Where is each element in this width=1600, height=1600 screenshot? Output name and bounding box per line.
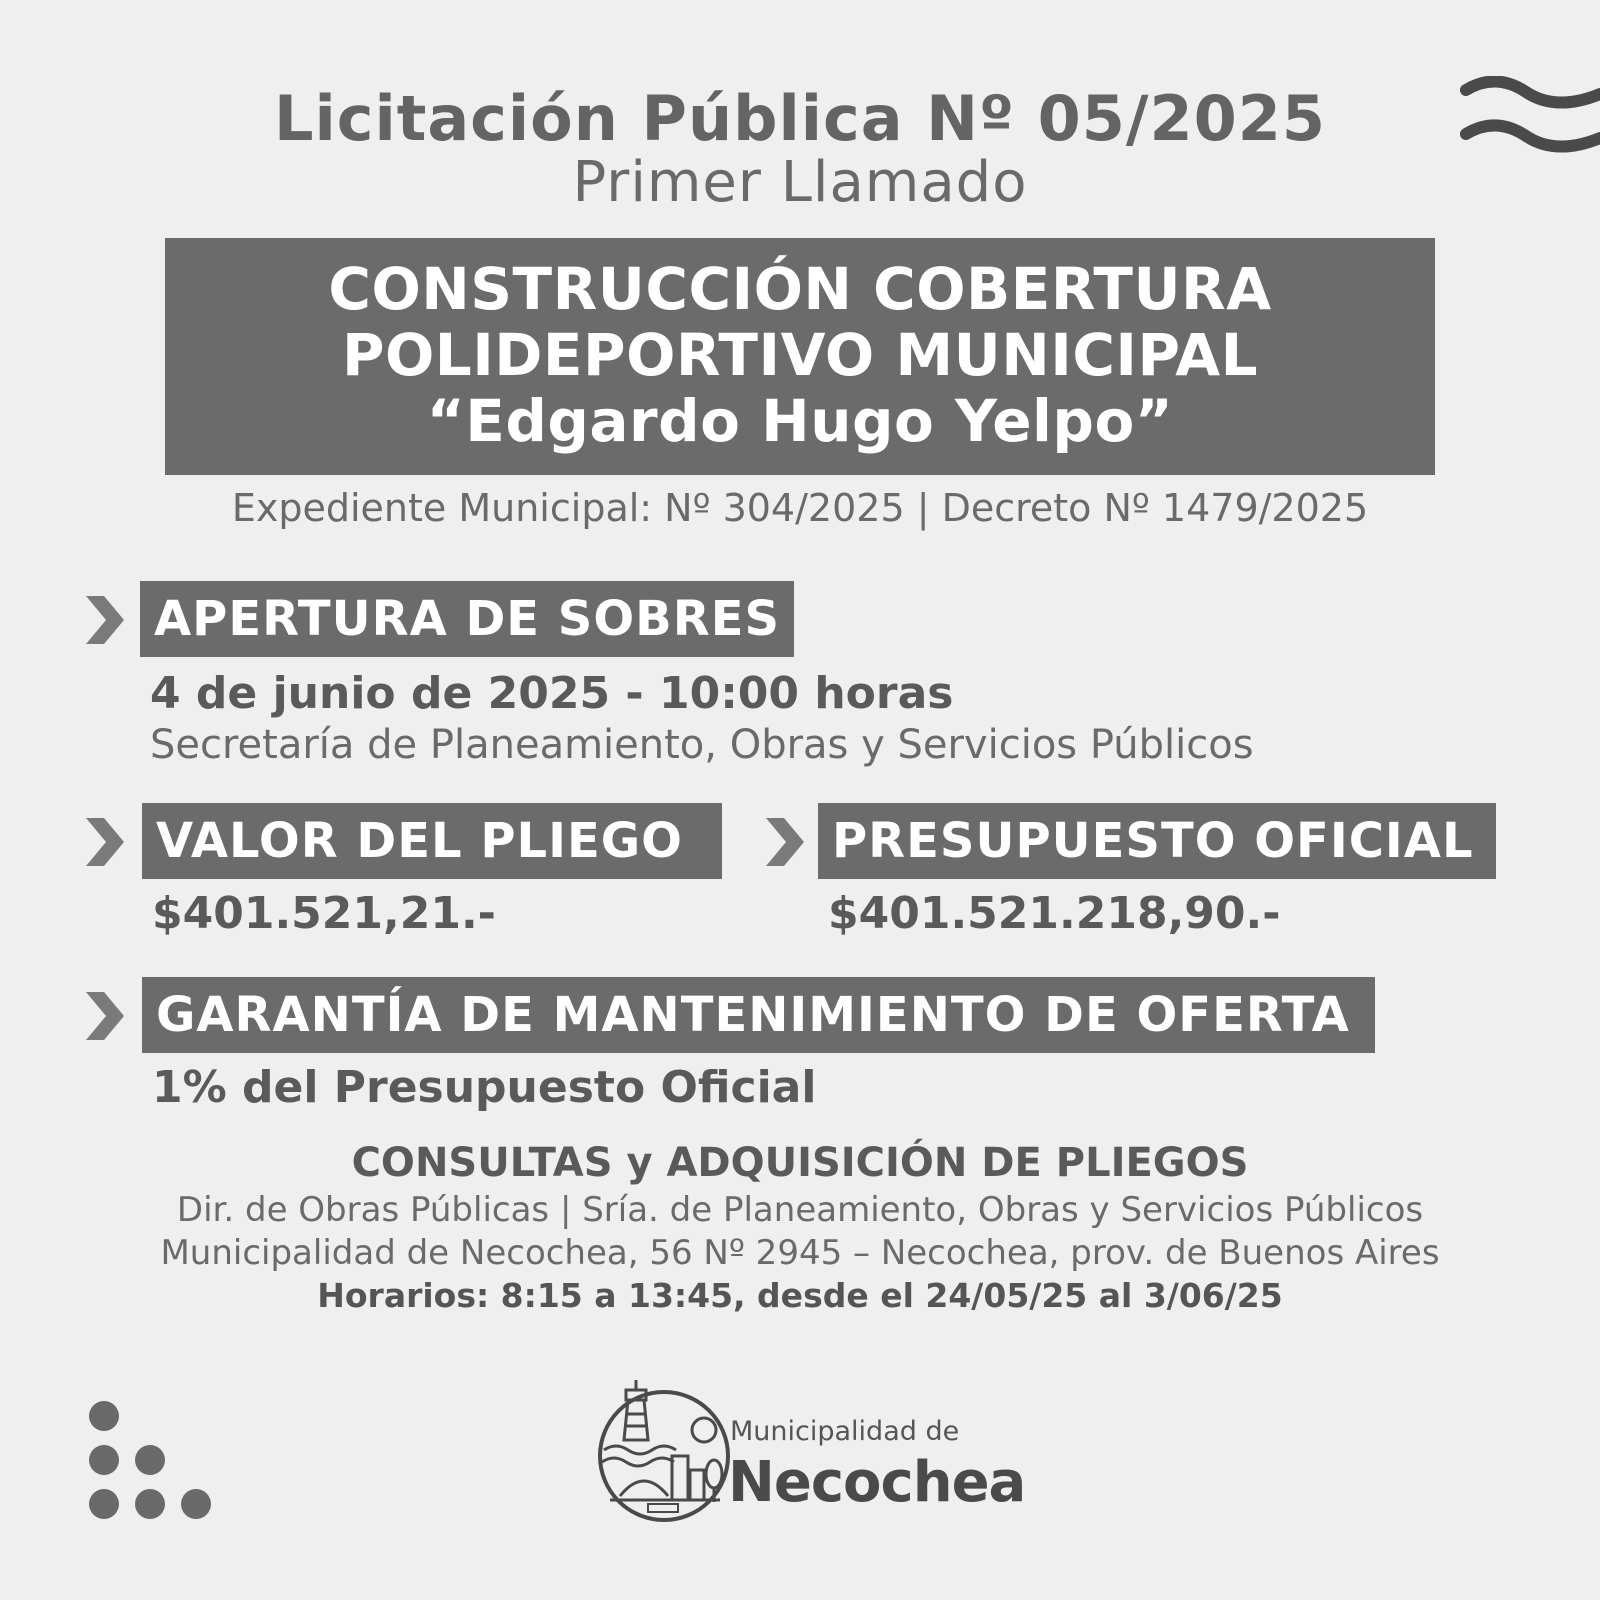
consultas-line-1: Dir. de Obras Públicas | Sría. de Planeamiento, Obras y Servicios Públicos [176, 1190, 1424, 1230]
arrow-right-icon [82, 988, 126, 1044]
arrow-right-icon [762, 814, 806, 870]
project-title-box [165, 238, 1435, 475]
page-title: Licitación Pública Nº 05/2025 [273, 82, 1327, 155]
apertura-label: APERTURA DE SOBRES [140, 581, 794, 657]
logo-subtitle: Municipalidad de [730, 1416, 960, 1447]
garantia-label: GARANTÍA DE MANTENIMIENTO DE OFERTA [142, 977, 1375, 1053]
project-title-line-2: POLIDEPORTIVO MUNICIPAL [341, 321, 1259, 389]
consultas-title: CONSULTAS y ADQUISICIÓN DE PLIEGOS [351, 1140, 1249, 1186]
valor-pliego-label: VALOR DEL PLIEGO [142, 803, 722, 879]
apertura-date: 4 de junio de 2025 - 10:00 horas [150, 668, 954, 719]
arrow-right-icon [82, 814, 126, 870]
presupuesto-value: $401.521.218,90.- [828, 888, 1281, 939]
logo-name: Necochea [728, 1450, 1026, 1515]
consultas-line-2: Municipalidad de Necochea, 56 Nº 2945 – Necochea, prov. de Buenos Aires [160, 1233, 1440, 1273]
apertura-place: Secretaría de Planeamiento, Obras y Servicios Públicos [150, 722, 1254, 768]
dots-icon [88, 1400, 228, 1520]
project-title-line-3: “Edgardo Hugo Yelpo” [426, 387, 1174, 455]
lighthouse-logo-icon [590, 1370, 738, 1528]
arrow-right-icon [82, 592, 126, 648]
valor-pliego-value: $401.521,21.- [152, 888, 496, 939]
project-title-line-1: CONSTRUCCIÓN COBERTURA [328, 255, 1272, 323]
garantia-value: 1% del Presupuesto Oficial [152, 1062, 817, 1113]
presupuesto-label: PRESUPUESTO OFICIAL [818, 803, 1496, 879]
expediente-text: Expediente Municipal: Nº 304/2025 | Decreto Nº 1479/2025 [231, 486, 1369, 530]
waves-icon [1460, 76, 1600, 158]
horarios-text: Horarios: 8:15 a 13:45, desde el 24/05/25 al 3/06/25 [317, 1276, 1283, 1315]
page-subtitle: Primer Llamado [572, 150, 1028, 215]
